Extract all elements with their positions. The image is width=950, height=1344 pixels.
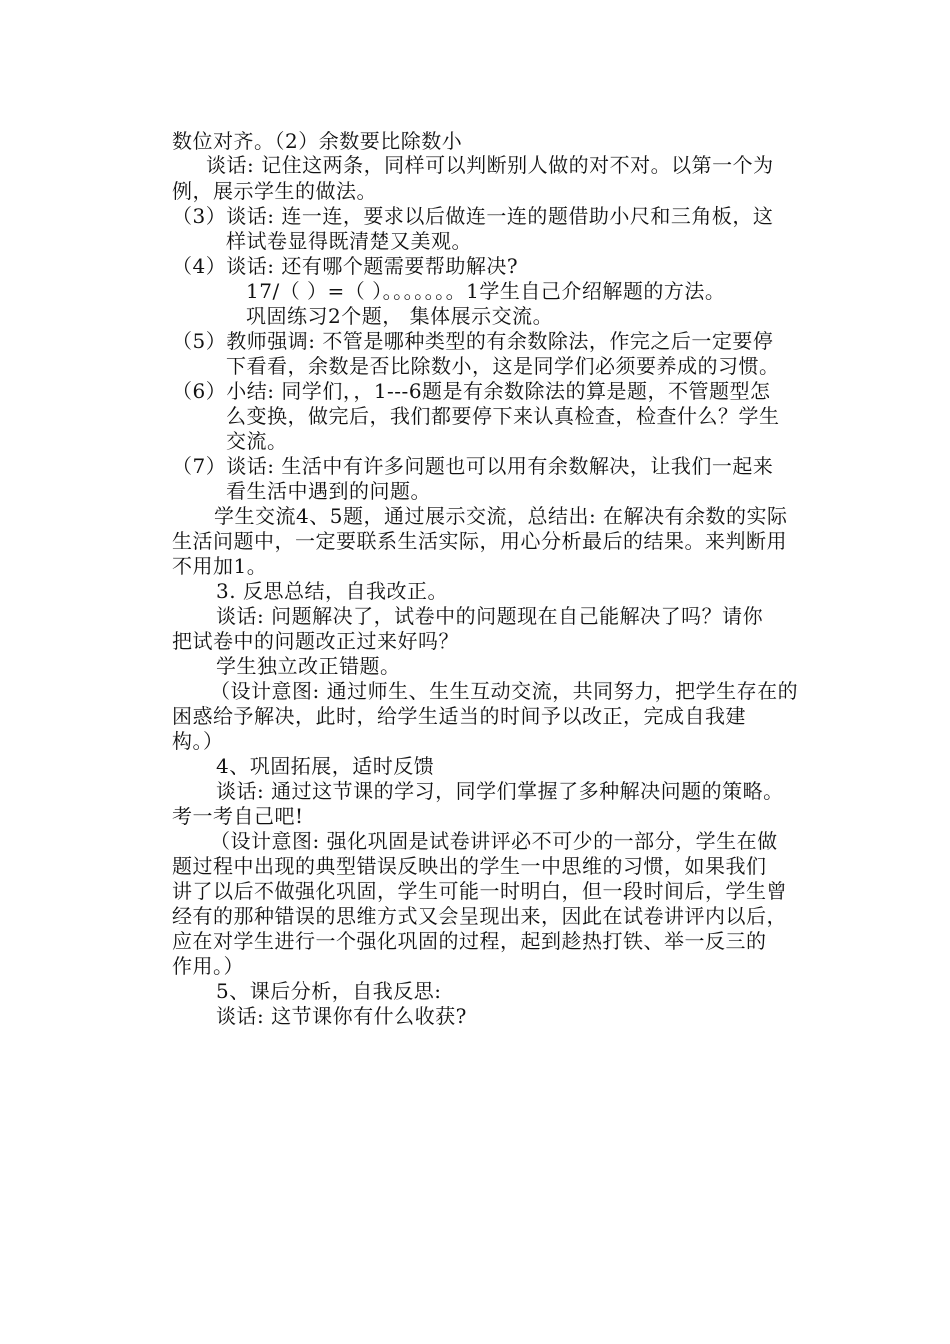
text-line: 构。） <box>172 729 224 753</box>
section-heading: 4、巩固拓展，适时反馈 <box>216 754 435 778</box>
text-line: 么变换，做完后，我们都要停下来认真检查，检查什么？学生 <box>226 404 780 428</box>
text-line: 谈话: 这节课你有什么收获? <box>216 1004 467 1028</box>
text-line: （设计意图: 通过师生、生生互动交流，共同努力，把学生存在的 <box>210 679 799 703</box>
text-line: （设计意图: 强化巩固是试卷讲评必不可少的一部分，学生在做 <box>210 829 778 853</box>
text-line: 生活问题中，一定要联系生活实际，用心分析最后的结果。来判断用 <box>172 529 787 553</box>
text-line: 学生交流4、5题，通过展示交流，总结出: 在解决有余数的实际 <box>214 504 788 528</box>
text-line: 题过程中出现的典型错误反映出的学生一中思维的习惯，如果我们 <box>172 854 767 878</box>
text-line: 下看看，余数是否比除数小，这是同学们必须要养成的习惯。 <box>226 354 780 378</box>
text-line: 交流。 <box>226 429 288 453</box>
text-line: 把试卷中的问题改正过来好吗？ <box>172 629 459 653</box>
text-line: （4）谈话: 还有哪个题需要帮助解决? <box>172 254 519 278</box>
text-line: （3）谈话: 连一连，要求以后做连一连的题借助小尺和三角板，这 <box>172 204 774 228</box>
text-line: 看生活中遇到的问题。 <box>226 479 431 503</box>
text-line: 例，展示学生的做法。 <box>172 179 377 203</box>
text-line: 17/（ ）=（ ）。。。。。。。1学生自己介绍解题的方法。 <box>246 279 726 303</box>
text-line: 应在对学生进行一个强化巩固的过程，起到趁热打铁、举一反三的 <box>172 929 767 953</box>
text-line: （5）教师强调: 不管是哪种类型的有余数除法，作完之后一定要停 <box>172 329 774 353</box>
text-line: 谈话: 记住这两条，同样可以判断别人做的对不对。以第一个为 <box>206 153 774 177</box>
text-line: 不用加1。 <box>172 554 268 578</box>
text-line: 谈话: 问题解决了，试卷中的问题现在自己能解决了吗？请你 <box>216 604 764 628</box>
text-line: 学生独立改正错题。 <box>216 654 401 678</box>
text-line: 巩固练习2个题， 集体展示交流。 <box>246 304 554 328</box>
text-line: 作用。） <box>172 954 244 978</box>
text-line: 考一考自己吧! <box>172 804 304 828</box>
section-heading: 5、课后分析，自我反思: <box>216 979 442 1003</box>
text-line: （6）小结: 同学们，，1---6题是有余数除法的算是题，不管题型怎 <box>172 379 771 403</box>
text-line: 样试卷显得既清楚又美观。 <box>226 229 472 253</box>
section-heading: 3. 反思总结，自我改正。 <box>216 579 448 603</box>
text-line: 谈话: 通过这节课的学习，同学们掌握了多种解决问题的策略。 <box>216 779 784 803</box>
text-line: 经有的那种错误的思维方式又会呈现出来，因此在试卷讲评内以后， <box>172 904 787 928</box>
text-line: 困惑给予解决，此时，给学生适当的时间予以改正，完成自我建 <box>172 704 746 728</box>
text-line: 数位对齐。（2）余数要比除数小 <box>172 129 463 153</box>
text-line: （7）谈话: 生活中有许多问题也可以用有余数解决，让我们一起来 <box>172 454 774 478</box>
text-line: 讲了以后不做强化巩固，学生可能一时明白，但一段时间后，学生曾 <box>172 879 787 903</box>
